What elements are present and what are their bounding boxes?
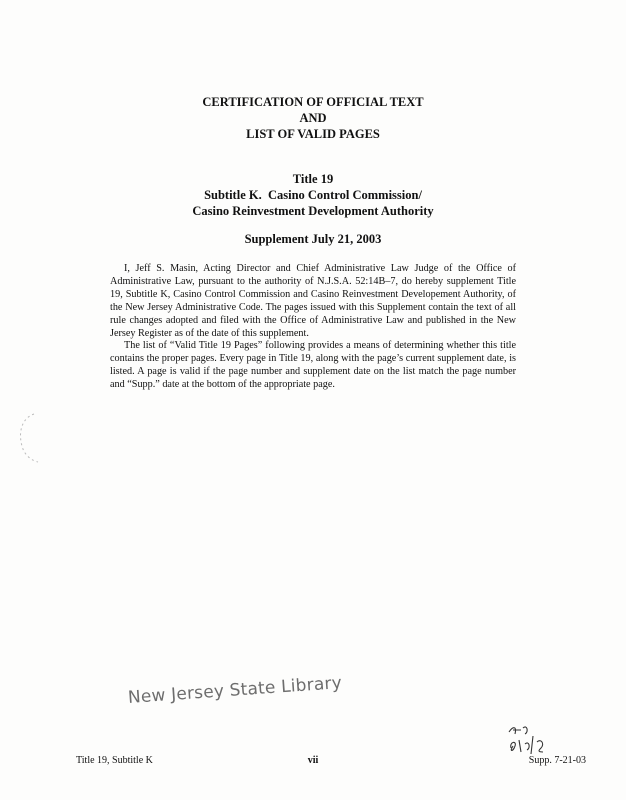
supplement-date: Supplement July 21, 2003	[244, 232, 382, 246]
valid-pages-paragraph: The list of “Valid Title 19 Pages” following provides a means of determining whether this title contains the proper pages. Every page in Title 19, along with the page’s current supplement date, is listed. A page is valid if the page number and supplement date on the list match the page number and “Supp.” date at the bottom of the appropriate page.	[110, 340, 516, 390]
footer-supplement: Supp. 7-21-03	[528, 755, 586, 766]
certification-line-3: LIST OF VALID PAGES	[246, 127, 380, 141]
library-stamp: New Jersey State Library	[127, 673, 343, 708]
footer-page-number: vii	[307, 755, 319, 766]
footer-title: Title 19, Subtitle K	[76, 755, 153, 766]
certification-paragraph: I, Jeff S. Masin, Acting Director and Chief Administrative Law Judge of the Office of Administrative Law, pursuant to the authority of N.J.S.A. 52:14B–7, do hereby supplement Title 19, Subtitle K, Casino Control Commission and Casino Reinvestment Developement Authority, of the New Jersey Administrative Code. The pages issued with this Supplement contain the text of all rule changes adopted and filed with the Office of Administrative Law and published in the New Jersey Register as of the date of this supplement.	[110, 263, 516, 339]
scan-mark	[14, 410, 54, 466]
subtitle-line-2: Casino Reinvestment Development Authority	[192, 204, 434, 218]
certification-line-1: CERTIFICATION OF OFFICIAL TEXT	[202, 95, 424, 109]
subtitle-line-1: Subtitle K. Casino Control Commission/	[204, 188, 422, 202]
title-number: Title 19	[292, 172, 334, 186]
certification-line-2: AND	[299, 111, 327, 125]
title-heading	[0, 171, 626, 219]
handwritten-date-note	[505, 722, 565, 756]
certification-heading	[0, 94, 626, 142]
